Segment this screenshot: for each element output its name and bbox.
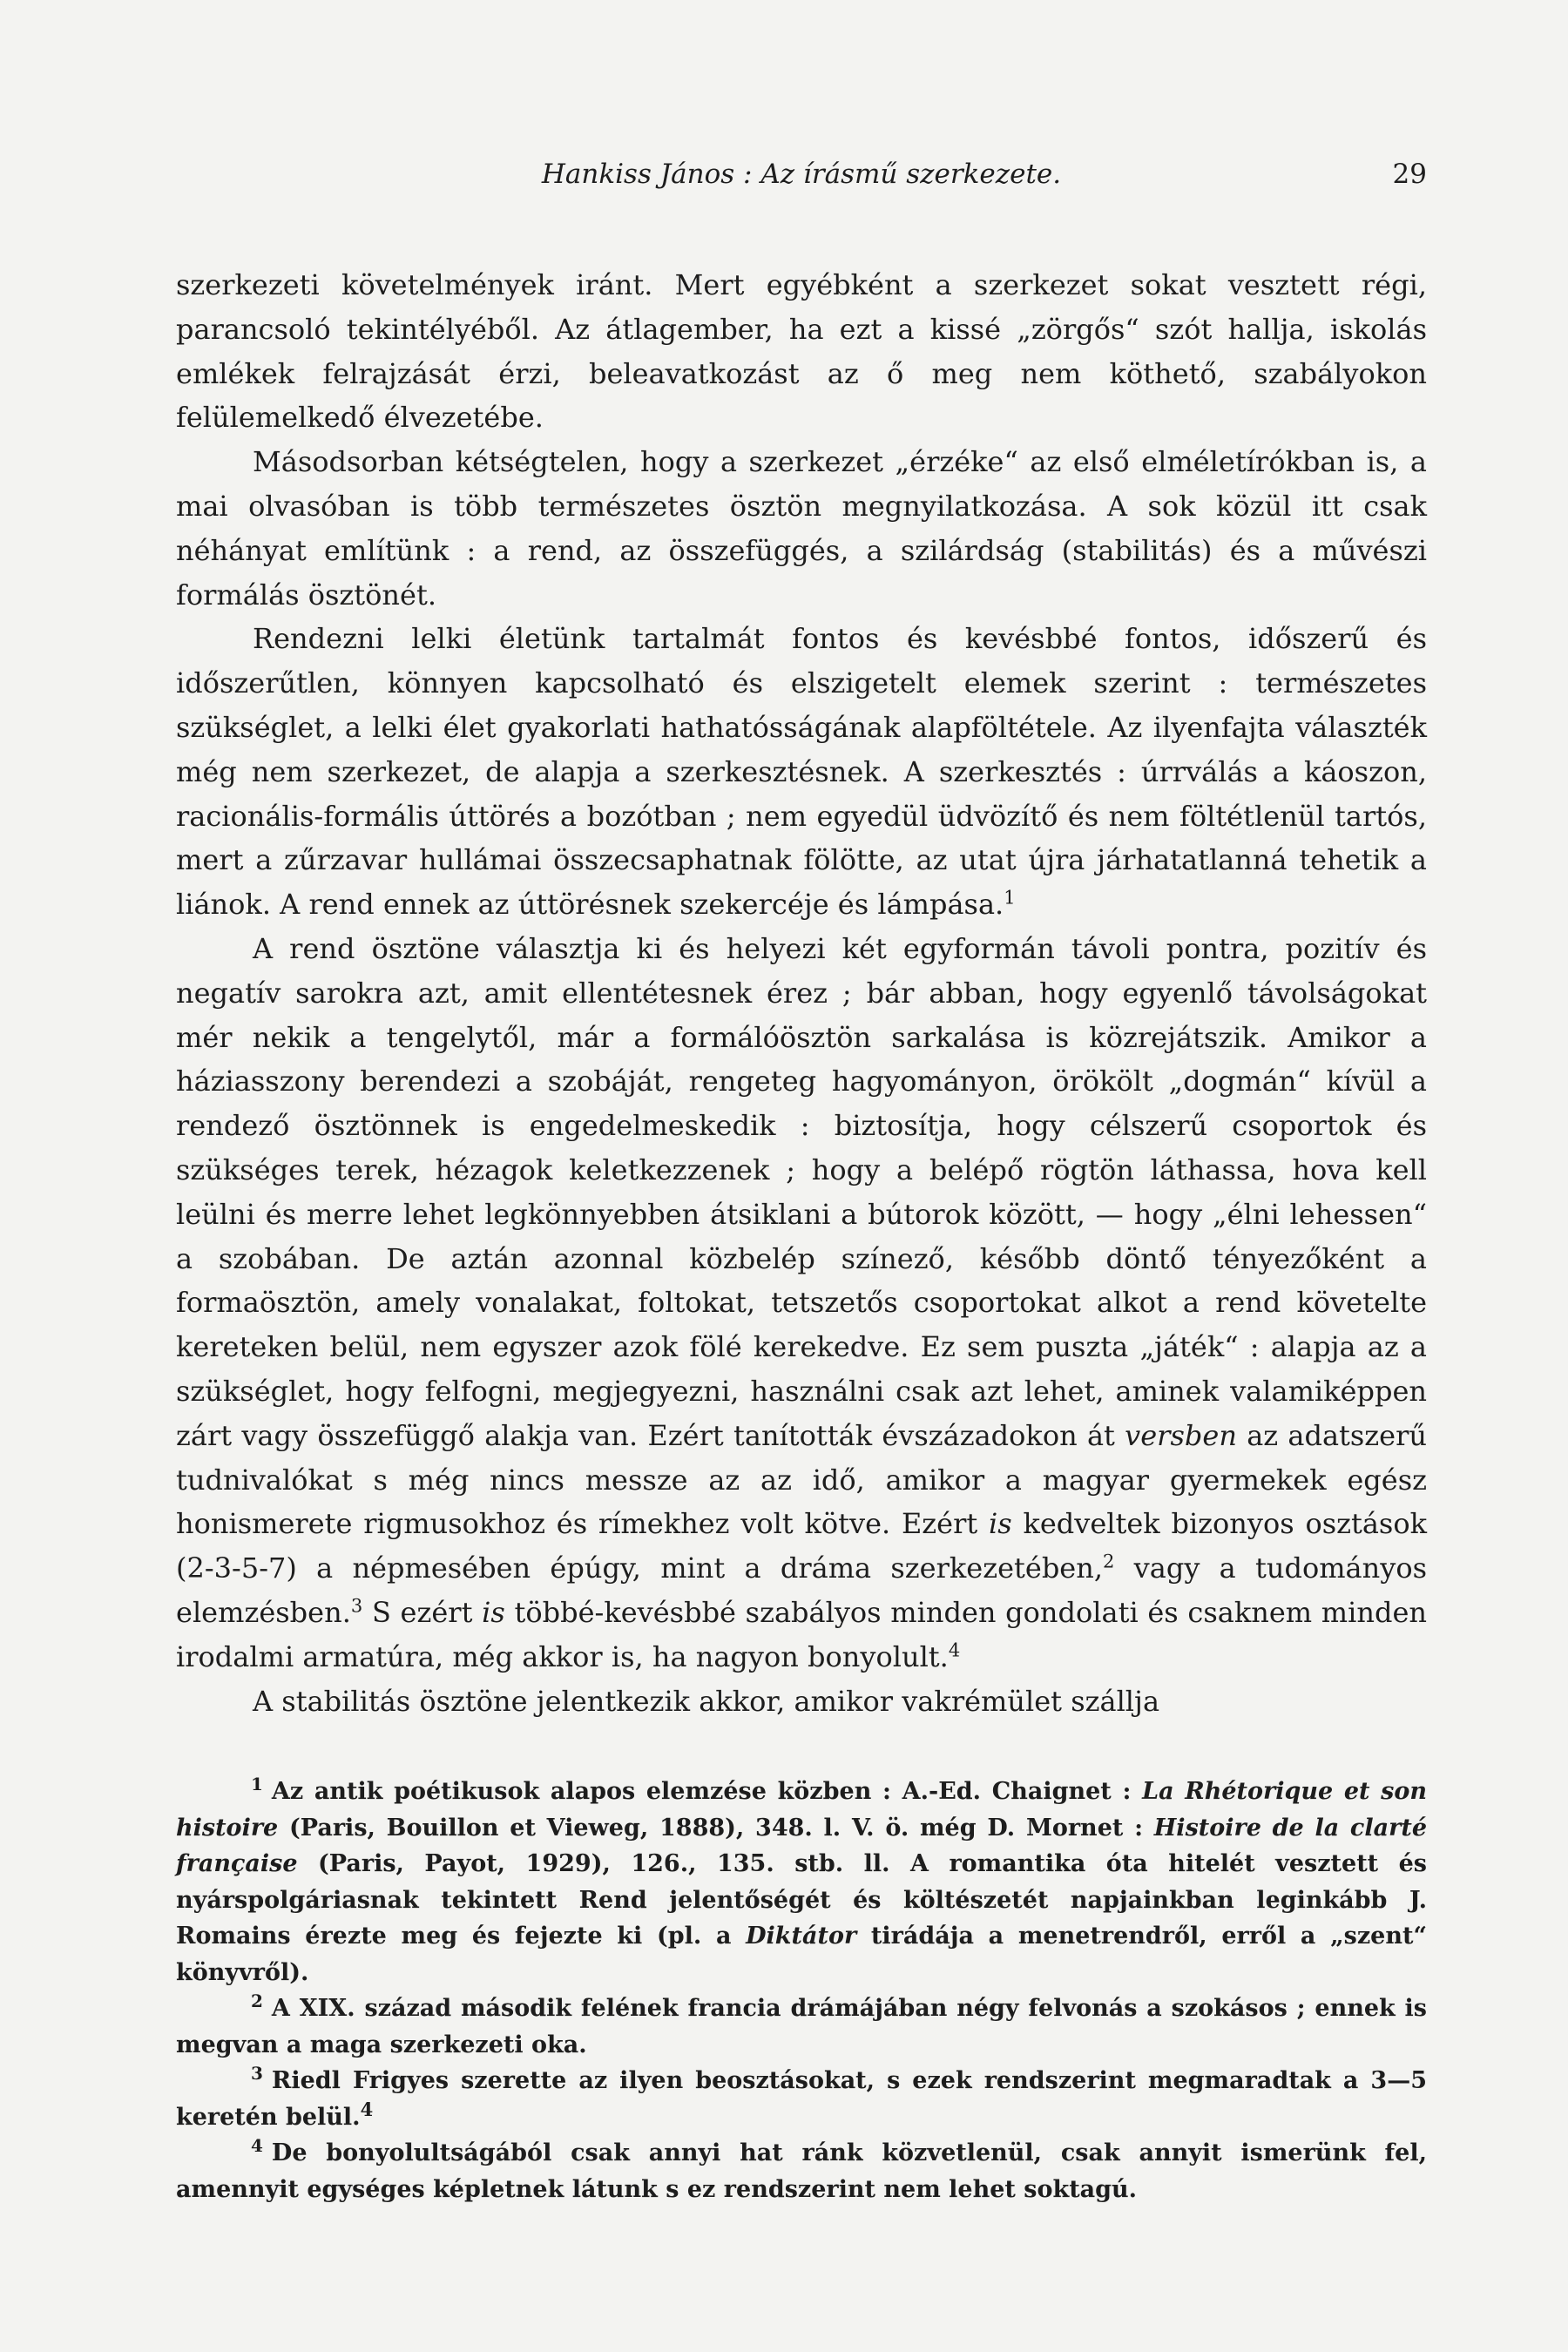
footnote-1-text-c: (Paris, Payot, 1929), 126., 135. stb. ll. A romantika óta hitelét vesztett és nyárspolgáriasnak tekintett Rend jelentőségét és költészetét napjainkban leginkább J. Romains érezte meg és fejezte ki (pl. a: [176, 1850, 1427, 1950]
paragraph-3-text: Rendezni lelki életünk tartalmát fontos és kevésbbé fontos, időszerű és időszerűtlen, könnyen kapcsolható és elszigetelt elemek szerint : természetes szükséglet, a lelki élet gyakorlati hathatósságának alapföltétele. Az ilyenfajta választék még nem szerkezet, de alapja a szerkesztésnek. A szerkesztés : úrrválás a káoszon, racionális-formális úttörés a bozótban ; nem egyedül üdvözítő és nem föltétlenül tartós, mert a zűrzavar hullámai összecsaphatnak fölötte, az utat újra járhatatlanná tehetik a liánok. A rend ennek az úttörésnek szekercéje és lámpása.: [176, 622, 1427, 922]
footnote-2-text: A XIX. század második felének francia drámájában négy felvonás a szokásos ; ennek is megvan a maga szerkezeti oka.: [176, 1995, 1427, 2058]
footnote-1-text-b: (Paris, Bouillon et Vieweg, 1888), 348. l. V. ö. még D. Mornet :: [288, 1814, 1144, 1842]
page-number: 29: [1392, 159, 1427, 190]
footnote-ref-3: 3: [350, 1595, 363, 1617]
main-text: [176, 263, 1427, 1723]
book-page: [176, 148, 1427, 2207]
running-head: [176, 148, 1427, 200]
footnote-1-number: 1: [251, 1774, 263, 1795]
footnote-4: [176, 2135, 1427, 2207]
running-title: Hankiss János : Az írásmű szerkezete.: [541, 159, 1062, 190]
footnote-3-text: Riedl Frigyes szerette az ilyen beosztásokat, s ezek rendszerint megmaradtak a 3—5 keretén belül.: [176, 2067, 1427, 2131]
paragraph-4-text-a: A rend ösztöne választja ki és helyezi két egyformán távoli pontra, pozitív és negatív sarokra azt, amit ellentétesnek érez ; bár abban, hogy egyenlő távolságokat mér nekik a tengelytől, már a formálóösztön sarkalása is közrejátszik. Amikor a háziasszony berendezi a szobáját, rengeteg hagyományon, örökölt „dogmán“ kívül a rendező ösztönnek is engedelmeskedik : biztosítja, hogy célszerű csoportok és szükséges terek, hézagok keletkezzenek ; hogy a belépő rögtön láthassa, hova kell leülni és merre lehet legkönnyebben átsiklani a bútorok között, — hogy „élni lehessen“ a szobában. De aztán azonnal közbelép színező, később döntő tényezőként a formaösztön, amely vonalakat, foltokat, tetszetős csoportokat alkot a rend követelte kereteken belül, nem egyszer azok fölé kerekedve. Ez sem puszta „játék“ : alapja az a szükséglet, hogy felfogni, megjegyezni, használni csak azt lehet, aminek valamiképpen zárt vagy összefüggő alakja van. Ezért tanították évszázadokon át: [176, 931, 1427, 1452]
footnote-4-number: 4: [251, 2135, 263, 2157]
footnotes: [176, 1774, 1427, 2207]
footnote-3-number: 3: [251, 2063, 263, 2085]
paragraph-4-text-e: S ezért: [371, 1595, 473, 1629]
paragraph-4: [176, 927, 1427, 1680]
paragraph-4-text-f: többé-kevésbbé szabályos minden gondolati és csaknem minden irodalmi armatúra, még akkor is, ha nagyon bonyolult.: [176, 1595, 1428, 1673]
footnote-ref-1: 1: [1004, 887, 1016, 909]
footnote-ref-2: 2: [1103, 1551, 1115, 1572]
footnote-1-text-d: tirádája a menetrendről, erről a „szent“ könyvről).: [176, 1923, 1427, 1986]
paragraph-3: [176, 617, 1427, 927]
footnote-1-text-a: Az antik poétikusok alapos elemzése közben : A.-Ed. Chaignet :: [271, 1778, 1132, 1806]
footnote-2-number: 2: [251, 1990, 263, 2012]
footnote-1: [176, 1774, 1427, 1990]
footnote-3: [176, 2063, 1427, 2135]
paragraph-5: A stabilitás ösztöne jelentkezik akkor, amikor vakrémület szállja: [253, 1684, 1160, 1718]
paragraph-4-text-b: az adatszerű tudnivalókat s még nincs messze az az idő, amikor a magyar gyermekek egész honismerete rigmusokhoz és rímekhez volt kötve. Ezért: [176, 1418, 1428, 1541]
footnote-1-title-3: Diktátor: [746, 1923, 857, 1950]
paragraph-1: szerkezeti követelmények iránt. Mert egyébként a szerkezet sokat vesztett régi, parancsoló tekintélyéből. Az átlagember, ha ezt a kissé „zörgős“ szót hallja, iskolás emlékek felrajzását érzi, beleavatkozást az ő meg nem köthető, szabályokon felülemelkedő élvezetébe.: [176, 268, 1427, 435]
footnote-ref-4: 4: [948, 1639, 961, 1661]
footnote-2: [176, 1990, 1427, 2063]
paragraph-4-text-d: vagy a tudományos elemzésben.: [176, 1551, 1428, 1629]
paragraph-2: Másodsorban kétségtelen, hogy a szerkezet „érzéke“ az első elméletírókban is, a mai olvasóban is több természetes ösztön megnyilatkozása. A sok közül itt csak néhányat említünk : a rend, az összefüggés, a szilárdság (stabilitás) és a művészi formálás ösztönét.: [176, 445, 1427, 612]
footnote-3-ref: 4: [360, 2098, 374, 2120]
emphasis-is-1: is: [989, 1507, 1012, 1541]
emphasis-is-2: is: [482, 1595, 505, 1629]
paragraph-4-text-c: kedveltek bizonyos osztások (2-3-5-7) a népmesében épúgy, mint a dráma szerkezetében,: [176, 1507, 1427, 1585]
footnote-1-title-2: Histoire de la clarté française: [176, 1814, 1427, 1878]
footnote-1-title-1: La Rhétorique et son histoire: [176, 1778, 1428, 1842]
footnote-4-text: De bonyolultságából csak annyi hat ránk közvetlenül, csak annyit ismerünk fel, amennyit egységes képletnek látunk s ez rendszerint nem lehet soktagú.: [176, 2139, 1427, 2203]
emphasis-versben: versben: [1125, 1418, 1237, 1452]
